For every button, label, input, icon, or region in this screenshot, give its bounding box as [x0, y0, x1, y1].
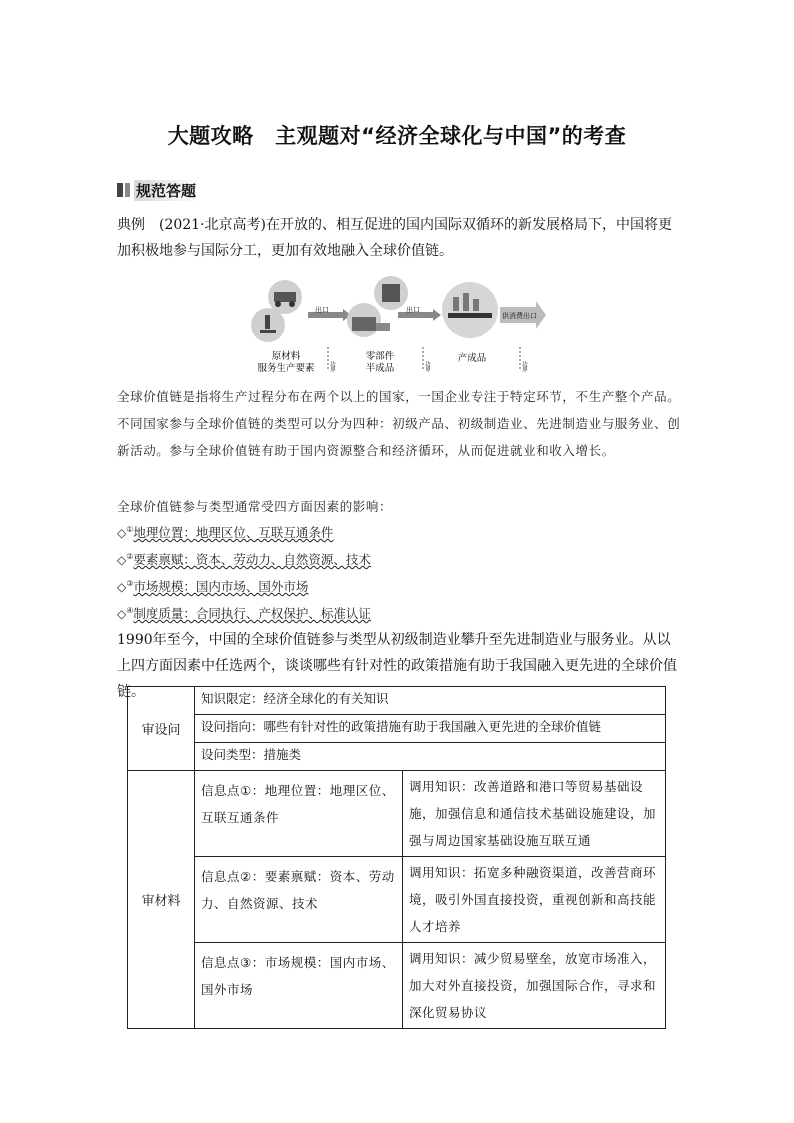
- section-title: 规范答题: [134, 180, 202, 201]
- material-paragraph-2: 全球价值链参与类型通常受四方面因素的影响：: [117, 499, 393, 514]
- production-line-icon: [442, 282, 498, 338]
- table-row: 设问指向：哪些有针对性的政策措施有助于我国融入更先进的全球价值链: [195, 715, 666, 743]
- diamond-icon: ◇: [117, 553, 127, 568]
- border-label-2: 边界: [424, 361, 430, 372]
- section-bar-icon-light: [125, 183, 130, 197]
- info-point-cell: 信息点②：要素禀赋：资本、劳动力、自然资源、技术: [195, 857, 403, 943]
- section-bar-icon: [117, 183, 123, 197]
- diamond-icon: ◇: [117, 580, 127, 595]
- diamond-icon: ◇: [117, 526, 127, 541]
- stage3-label: 产成品: [457, 353, 487, 364]
- export-label-1: 出口: [315, 306, 329, 314]
- factor-number: ②: [126, 552, 134, 561]
- factor-number: ④: [126, 606, 134, 615]
- info-point-cell: 信息点①：地理位置：地理区位、互联互通条件: [195, 771, 403, 857]
- section-label-question: 审设问: [128, 687, 195, 771]
- stage2-label-line2: 半成品: [365, 363, 395, 374]
- stage2-label-line1: 零部件: [365, 351, 395, 362]
- section-heading: [117, 180, 202, 200]
- table-row: 设问类型：措施类: [195, 743, 666, 771]
- value-chain-diagram: [248, 275, 548, 375]
- factor-item-3: [117, 574, 308, 594]
- example-intro: [117, 212, 682, 264]
- example-text: 在开放的、相互促进的国内国际双循环的新发展格局下，中国将更加积极地参与国际分工，更加有效地融入全球价值链。: [117, 217, 673, 259]
- border-label-3: 边界: [521, 361, 527, 372]
- example-prefix: 典例 (2021·北京高考): [117, 217, 267, 233]
- info-point-cell: 信息点③：市场规模：国内市场、国外市场: [195, 943, 403, 1029]
- factor-text: 市场规模：国内市场、国外市场: [133, 579, 309, 595]
- knowledge-cell: 调用知识：拓宽多种融资渠道，改善营商环境，吸引外国直接投资，重视创新和高技能人才培养: [403, 857, 666, 943]
- export-label-2: 出口: [406, 306, 420, 314]
- material-paragraph-1: 全球价值链是指将生产过程分布在两个以上的国家，一国企业专注于特定环节，不生产整个产品。不同国家参与全球价值链的类型可以分为四种：初级产品、初级制造业、先进制造业与服务业、创新活动。参与全球价值链有助于国内资源整合和经济循环，从而促进就业和收入增长。: [117, 389, 681, 458]
- factor-text: 制度质量：合同执行、产权保护、标准认证: [133, 606, 371, 622]
- section-label-material: 审材料: [128, 771, 195, 1029]
- stage1-label-line2: 服务生产要素: [257, 363, 315, 374]
- stage1-label-line1: 原材料: [271, 351, 301, 362]
- factor-item-2: [117, 547, 371, 567]
- page-title: 大题攻略 主观题对“经济全球化与中国”的考查: [167, 124, 627, 148]
- knowledge-cell: 调用知识：减少贸易壁垒，放宽市场准入，加大对外直接投资，加强国际合作，寻求和深化贸易协议: [403, 943, 666, 1029]
- factor-text: 要素禀赋：资本、劳动力、自然资源、技术: [133, 552, 371, 568]
- analysis-table: [127, 686, 666, 1029]
- factor-item-1: [117, 520, 333, 540]
- factor-item-4: [117, 601, 371, 621]
- knowledge-cell: 调用知识：改善道路和港口等贸易基础设施，加强信息和通信技术基础设施建设，加强与周边国家基础设施互联互通: [403, 771, 666, 857]
- factor-text: 地理位置：地理区位、互联互通条件: [133, 525, 334, 541]
- export-label-3: 供消费出口: [502, 312, 537, 320]
- table-row: 知识限定：经济全球化的有关知识: [195, 687, 666, 715]
- diamond-icon: ◇: [117, 607, 127, 622]
- question-text: 1990年至今，中国的全球价值链参与类型从初级制造业攀升至先进制造业与服务业。从以上四方面因素中任选两个，谈谈哪些有针对性的政策措施有助于我国融入更先进的全球价值链。: [117, 632, 677, 700]
- factor-number: ③: [126, 579, 134, 588]
- border-label-1: 边界: [329, 361, 335, 372]
- factor-number: ①: [126, 525, 134, 534]
